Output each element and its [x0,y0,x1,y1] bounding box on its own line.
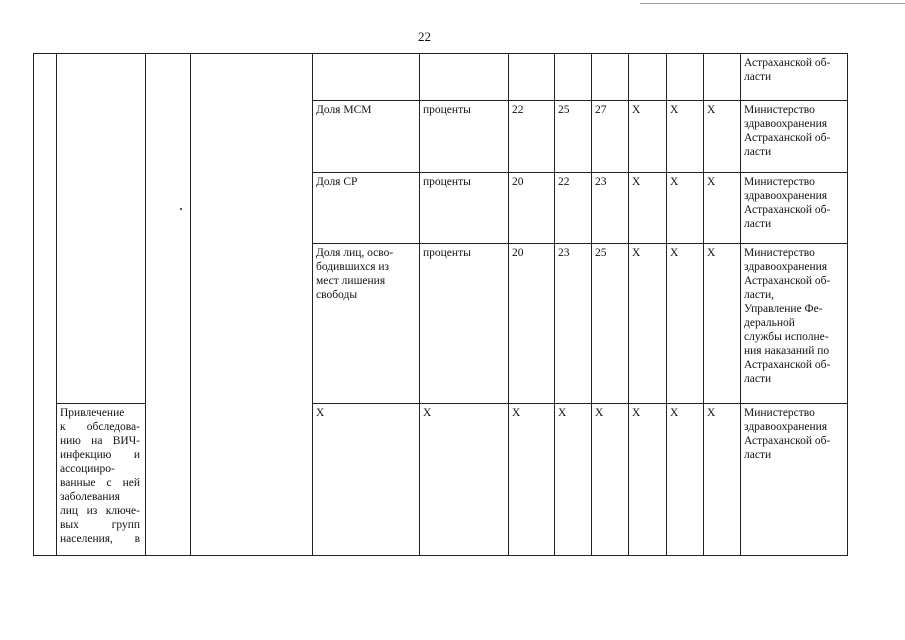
empty-col-4-cell [191,54,313,556]
unit-cell: проценты [420,101,509,173]
value-cell: X [704,244,741,404]
responsible-cell: Министерство здравоохранения Астраханской об- ласти [741,173,848,244]
value-cell: X [592,404,629,556]
value-cell: 22 [509,101,555,173]
page-number: 22 [418,29,431,44]
table-row [34,54,848,101]
top-rule [640,3,905,4]
value-cell: 20 [509,244,555,404]
value-cell: X [629,173,667,244]
measure-text-cell: Привлечение к обследова- нию на ВИЧ- инфекцию и ассоцииро- ванные с ней заболевания лиц из ключе- вых групп населения, в [57,404,146,556]
indicator-cell [313,54,420,101]
value-cell: X [704,404,741,556]
value-cell: X [667,173,704,244]
value-cell: X [667,244,704,404]
value-cell: 25 [555,101,592,173]
indicator-cell: X [313,404,420,556]
value-cell: 22 [555,173,592,244]
indicator-cell: Доля лиц, осво- бодившихся из мест лишения свободы [313,244,420,404]
value-cell: X [704,101,741,173]
responsible-cell: Министерство здравоохранения Астраханской об- ласти [741,404,848,556]
value-cell [667,54,704,101]
value-cell [704,54,741,101]
unit-cell: проценты [420,244,509,404]
unit-cell: X [420,404,509,556]
value-cell: X [667,101,704,173]
value-cell [555,54,592,101]
value-cell [629,54,667,101]
unit-cell: проценты [420,173,509,244]
value-cell: 23 [592,173,629,244]
value-cell: X [629,101,667,173]
empty-col-2-cell [57,54,146,404]
value-cell: X [667,404,704,556]
empty-col-3-cell [146,54,191,556]
indicator-cell: Доля СР [313,173,420,244]
value-cell: X [629,404,667,556]
value-cell: X [509,404,555,556]
indicator-cell: Доля МСМ [313,101,420,173]
unit-cell [420,54,509,101]
value-cell: 23 [555,244,592,404]
value-cell: X [704,173,741,244]
value-cell [509,54,555,101]
value-cell: 20 [509,173,555,244]
value-cell [592,54,629,101]
value-cell: X [555,404,592,556]
responsible-cell: Министерство здравоохранения Астраханской об- ласти [741,101,848,173]
value-cell: 27 [592,101,629,173]
responsible-cell: Астраханской об- ласти [741,54,848,101]
measures-table [33,53,848,556]
responsible-cell: Министерство здравоохранения Астраханской об- ласти, Управление Фе- деральной службы исполне- ния наказаний по Астраханской об- ласти [741,244,848,404]
value-cell: X [629,244,667,404]
value-cell: 25 [592,244,629,404]
empty-col-1-cell [34,54,57,556]
